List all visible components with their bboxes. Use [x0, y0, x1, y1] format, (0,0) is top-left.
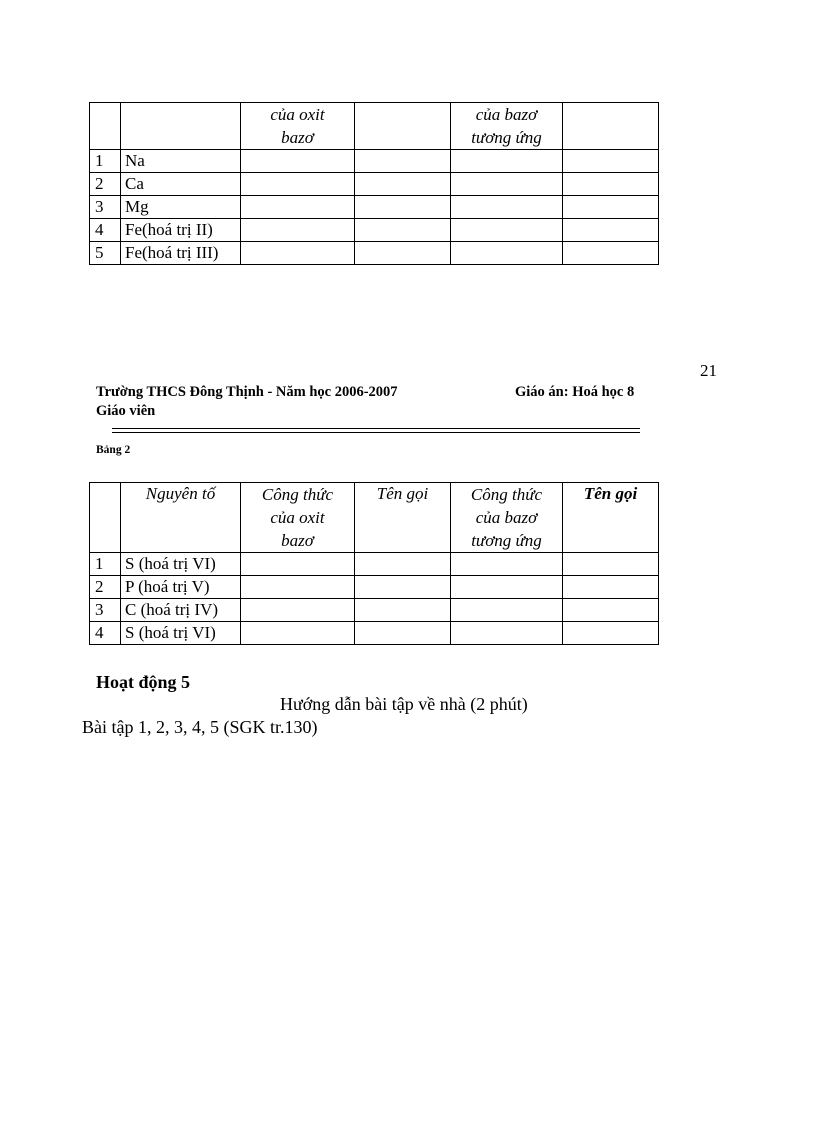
empty-cell [355, 622, 451, 645]
table-1-header-base-formula: của bazơ tương ứng [451, 103, 563, 150]
table-row [90, 173, 659, 196]
element-name: Fe(hoá trị II) [121, 219, 241, 242]
empty-cell [563, 219, 659, 242]
empty-cell [355, 196, 451, 219]
empty-cell [563, 242, 659, 265]
empty-cell [451, 219, 563, 242]
table-1-header-cell [90, 103, 121, 150]
table-1-header-cell [563, 103, 659, 150]
element-name: Na [121, 150, 241, 173]
element-name: Ca [121, 173, 241, 196]
element-name: Mg [121, 196, 241, 219]
empty-cell [451, 196, 563, 219]
empty-cell [241, 242, 355, 265]
table-row [90, 576, 659, 599]
empty-cell [355, 553, 451, 576]
table-row [90, 219, 659, 242]
table-1-header-cell [355, 103, 451, 150]
page-number: 21 [700, 361, 717, 380]
table-2-header-base-formula: Công thức của bazơ tương ứng [451, 483, 563, 553]
row-number: 3 [90, 599, 121, 622]
element-name: Fe(hoá trị III) [121, 242, 241, 265]
row-number: 4 [90, 219, 121, 242]
empty-cell [451, 576, 563, 599]
empty-cell [241, 173, 355, 196]
header-rule-bottom [112, 432, 640, 433]
empty-cell [451, 150, 563, 173]
table-2 [89, 482, 659, 645]
empty-cell [241, 219, 355, 242]
table-row [90, 242, 659, 265]
empty-cell [451, 173, 563, 196]
table-2-header-element: Nguyên tố [121, 483, 241, 553]
activity-subtitle: Hướng dẫn bài tập về nhà (2 phút) [280, 694, 528, 714]
header-teacher: Giáo viên [96, 403, 156, 419]
empty-cell [451, 242, 563, 265]
table-row [90, 599, 659, 622]
homework-text: Bài tập 1, 2, 3, 4, 5 (SGK tr.130) [82, 717, 318, 737]
empty-cell [563, 576, 659, 599]
empty-cell [563, 599, 659, 622]
element-name: S (hoá trị VI) [121, 553, 241, 576]
element-name: C (hoá trị IV) [121, 599, 241, 622]
table-1-header-oxide-formula: của oxit bazơ [241, 103, 355, 150]
header-school-year: Trường THCS Đông Thịnh - Năm học 2006-2007 [96, 384, 398, 400]
empty-cell [241, 196, 355, 219]
row-number: 2 [90, 576, 121, 599]
empty-cell [451, 553, 563, 576]
empty-cell [241, 622, 355, 645]
empty-cell [241, 599, 355, 622]
empty-cell [563, 622, 659, 645]
table-2-header-base-name: Tên gọi [563, 483, 659, 553]
empty-cell [355, 219, 451, 242]
empty-cell [355, 599, 451, 622]
empty-cell [451, 622, 563, 645]
row-number: 1 [90, 553, 121, 576]
table-2-header-cell [90, 483, 121, 553]
table-row [90, 622, 659, 645]
table-2-header-row [90, 483, 659, 553]
empty-cell [563, 553, 659, 576]
table-1-header-cell [121, 103, 241, 150]
empty-cell [241, 576, 355, 599]
empty-cell [355, 173, 451, 196]
empty-cell [241, 553, 355, 576]
empty-cell [355, 576, 451, 599]
empty-cell [451, 599, 563, 622]
table-row [90, 196, 659, 219]
empty-cell [563, 150, 659, 173]
activity-title: Hoạt động 5 [96, 672, 191, 692]
table-2-header-oxide-formula: Công thức của oxit bazơ [241, 483, 355, 553]
row-number: 5 [90, 242, 121, 265]
empty-cell [563, 196, 659, 219]
empty-cell [355, 242, 451, 265]
row-number: 3 [90, 196, 121, 219]
table-2-header-oxide-name: Tên gọi [355, 483, 451, 553]
empty-cell [355, 150, 451, 173]
header-subject: Giáo án: Hoá học 8 [515, 384, 635, 400]
empty-cell [241, 150, 355, 173]
table-1-header-row [90, 103, 659, 150]
row-number: 4 [90, 622, 121, 645]
table-2-caption: Bảng 2 [96, 444, 131, 456]
element-name: P (hoá trị V) [121, 576, 241, 599]
table-1 [89, 102, 659, 265]
row-number: 2 [90, 173, 121, 196]
row-number: 1 [90, 150, 121, 173]
table-row [90, 150, 659, 173]
table-row [90, 553, 659, 576]
empty-cell [563, 173, 659, 196]
header-rule-top [112, 428, 640, 429]
element-name: S (hoá trị VI) [121, 622, 241, 645]
